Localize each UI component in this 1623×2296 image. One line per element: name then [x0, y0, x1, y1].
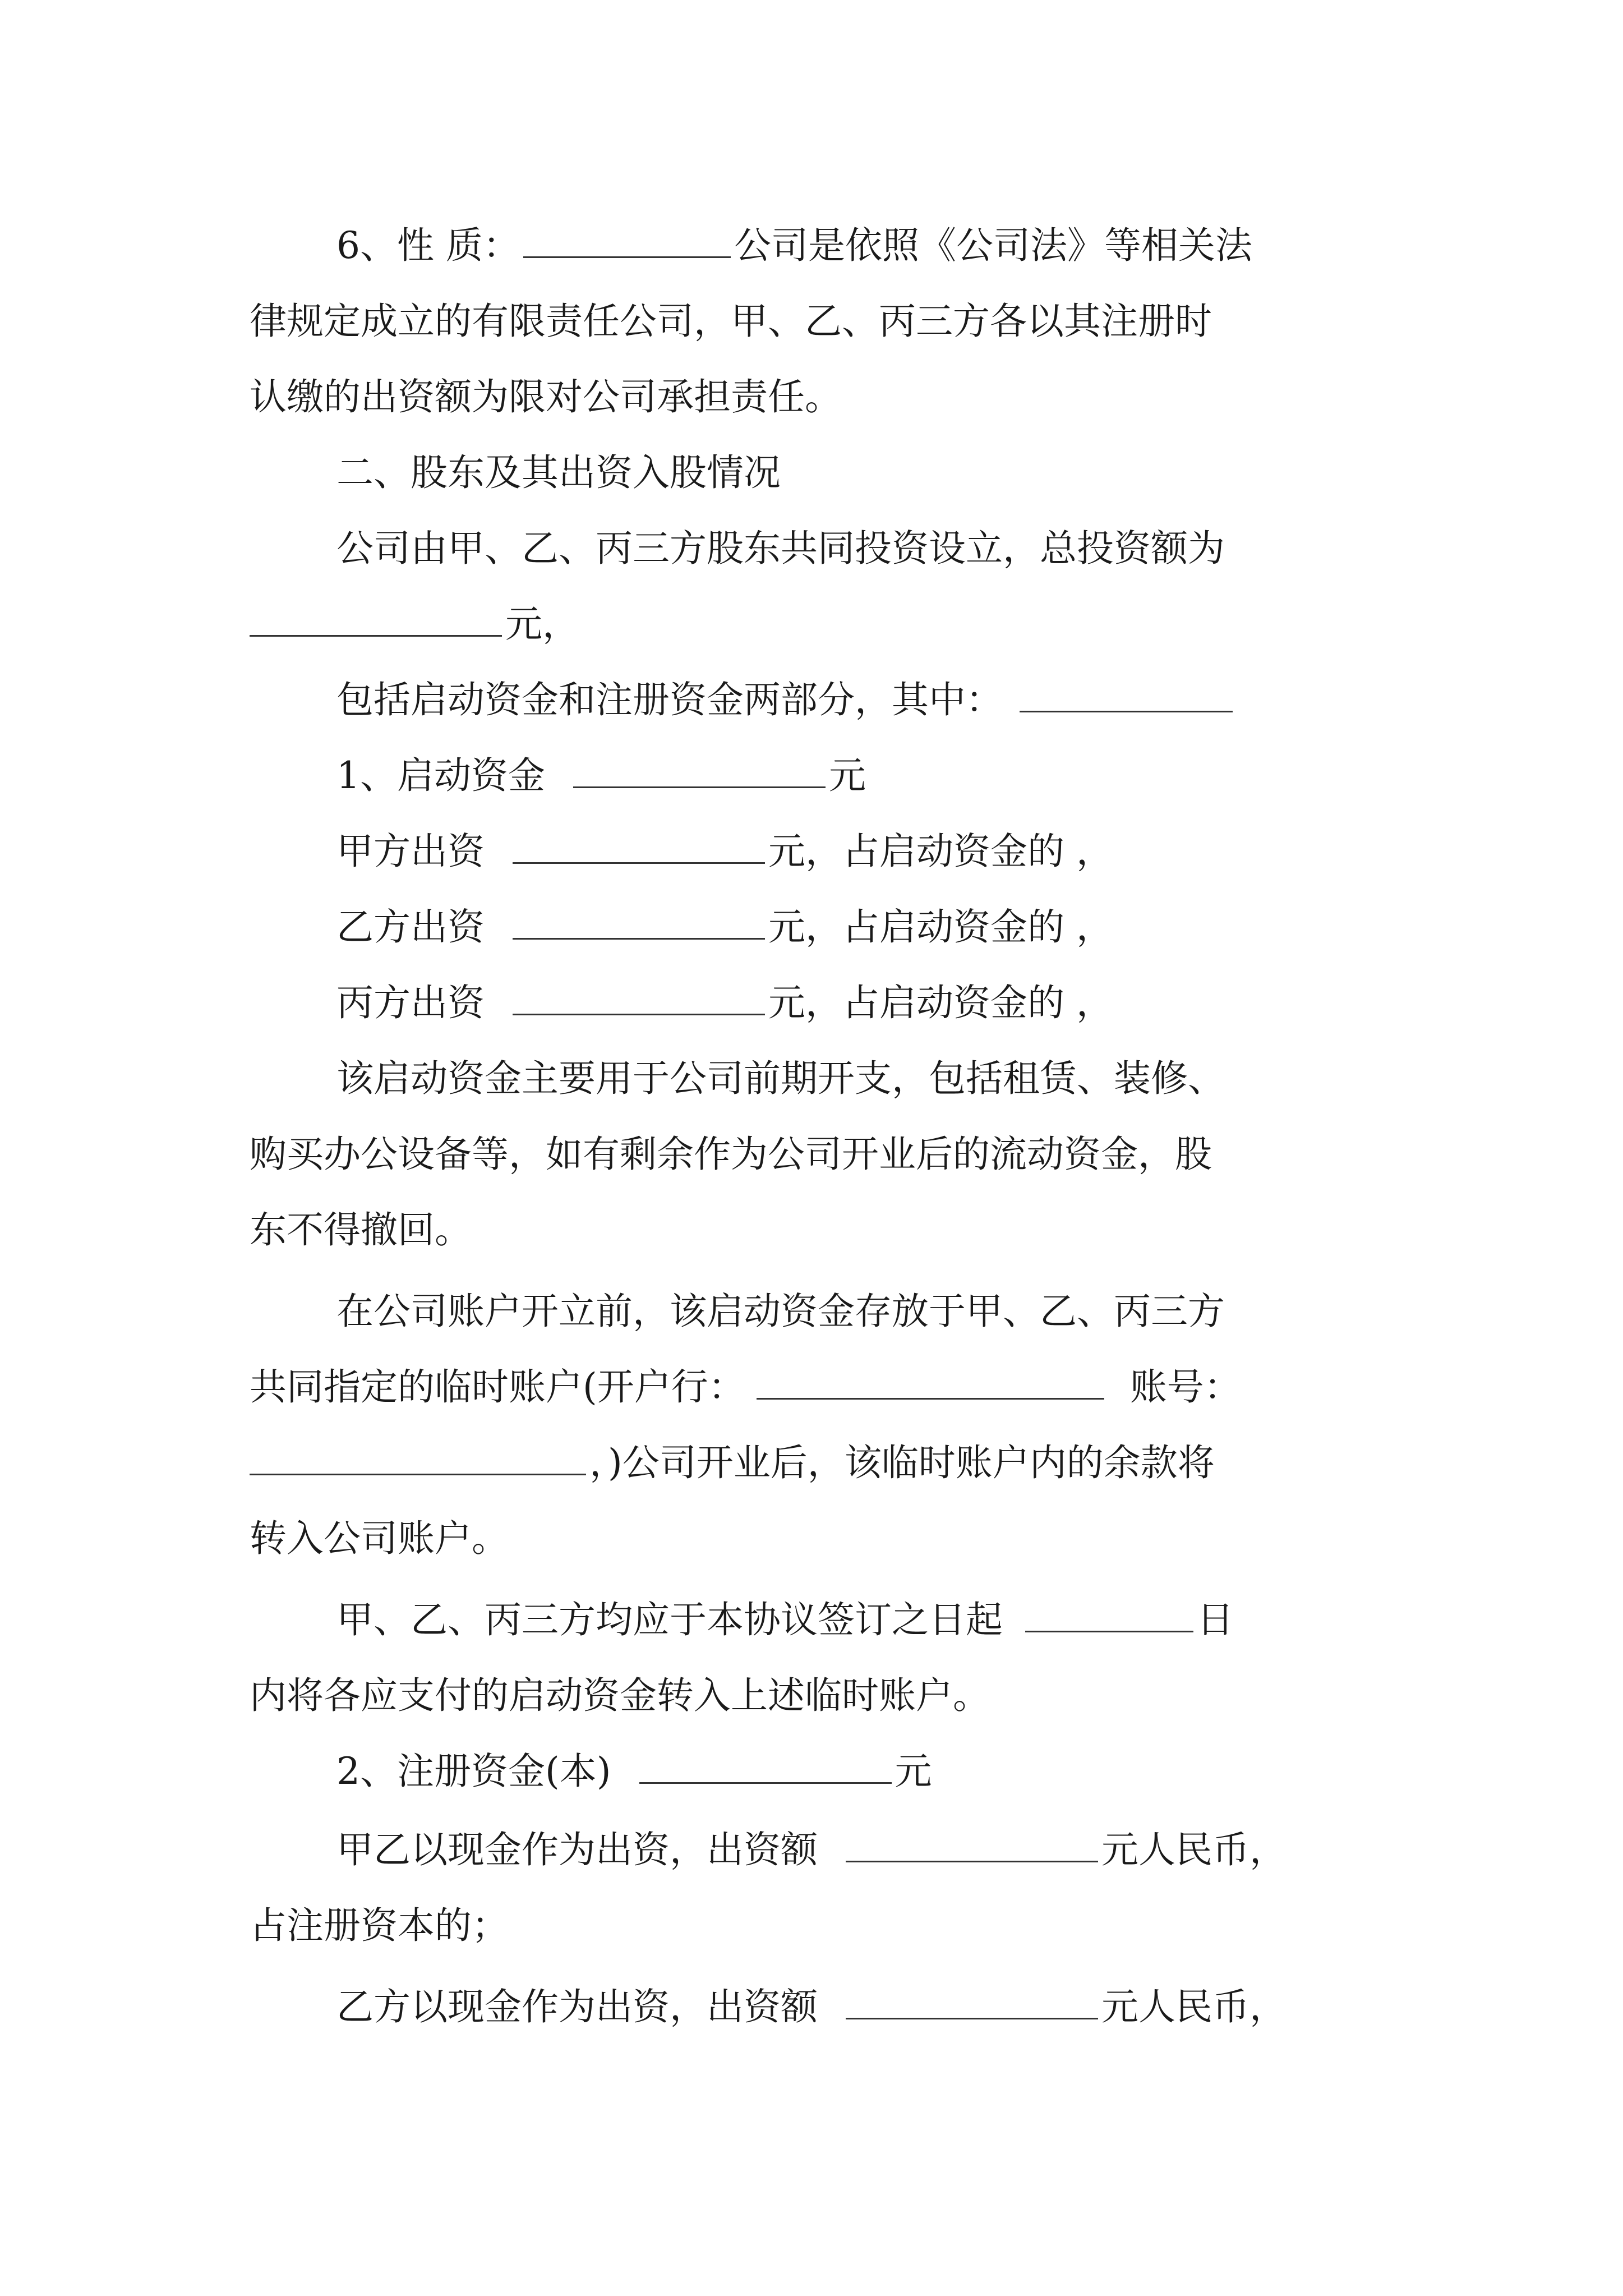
- paragraph-line: [336, 1593, 1234, 1647]
- paragraph-line: [250, 1669, 990, 1723]
- text-segment: 内将各应支付的启动资金转入上述临时账户。: [250, 1674, 990, 1717]
- paragraph-line: [250, 1899, 509, 1953]
- paragraph-line: [336, 749, 866, 803]
- fill-blank[interactable]: [846, 1860, 1098, 1862]
- fill-blank[interactable]: [1025, 1630, 1193, 1632]
- paragraph-line: [336, 1823, 1287, 1877]
- text-segment: 日: [1197, 1598, 1234, 1641]
- text-segment: 乙方出资: [336, 905, 485, 949]
- paragraph-line: [250, 370, 842, 424]
- paragraph-line: [336, 1980, 1287, 2034]
- text-segment: 共同指定的临时账户(开户行：: [250, 1365, 745, 1409]
- text-segment: 2、注册资金(本): [336, 1750, 611, 1793]
- fill-blank[interactable]: [250, 634, 502, 637]
- text-segment: ，)公司开业后，该临时账户内的余款将: [589, 1441, 1215, 1484]
- text-segment: 元，占启动资金的 ，: [768, 830, 1113, 873]
- paragraph-line: [250, 1203, 472, 1257]
- paragraph-line: [336, 1745, 932, 1798]
- text-segment: 在公司账户开立前，该启动资金存放于甲、乙、丙三方: [336, 1290, 1225, 1333]
- section-heading: [336, 446, 781, 500]
- bank-name-blank[interactable]: [757, 1397, 1104, 1400]
- account-number-blank[interactable]: [250, 1473, 586, 1475]
- text-segment: 元: [829, 754, 866, 797]
- text-segment: 东不得撤回。: [250, 1208, 472, 1251]
- text-segment: 转入公司账户。: [250, 1517, 509, 1560]
- text-segment: 元，: [505, 602, 579, 646]
- fill-blank[interactable]: [639, 1782, 892, 1784]
- fill-blank[interactable]: [523, 256, 731, 258]
- paragraph-line: [336, 522, 1225, 576]
- paragraph-line: [336, 219, 1252, 273]
- text-segment: 乙方以现金作为出资，出资额: [336, 1985, 818, 2028]
- text-segment: 该启动资金主要用于公司前期开支，包括租赁、装修、: [336, 1057, 1225, 1100]
- fill-blank[interactable]: [513, 937, 765, 940]
- heading-text: 二、股东及其出资入股情况: [336, 451, 781, 494]
- text-segment: 元人民币，: [1101, 1985, 1287, 2028]
- text-segment: 元: [895, 1750, 932, 1793]
- paragraph-line: [250, 1360, 1241, 1414]
- text-segment: 包括启动资金和注册资金两部分，其中：: [336, 678, 1003, 721]
- text-segment: 占注册资本的；: [250, 1904, 509, 1947]
- paragraph-line: [336, 976, 1113, 1030]
- paragraph-line: [250, 1436, 1215, 1490]
- paragraph-line: [250, 1128, 1212, 1181]
- text-segment: 购买办公设备等，如有剩余作为公司开业后的流动资金，股: [250, 1133, 1212, 1176]
- text-segment: 甲、乙、丙三方均应于本协议签订之日起: [336, 1598, 1003, 1641]
- text-segment: 账号：: [1129, 1365, 1241, 1409]
- text-segment: 甲方出资: [336, 830, 485, 873]
- text-segment: 认缴的出资额为限对公司承担责任。: [250, 375, 842, 418]
- paragraph-line: [336, 825, 1113, 878]
- fill-blank[interactable]: [1020, 710, 1233, 712]
- text-segment: 1、启动资金: [336, 754, 545, 797]
- text-segment: 公司由甲、乙、丙三方股东共同投资设立，总投资额为: [336, 527, 1225, 570]
- text-segment: 公司是依照《公司法》等相关法: [734, 224, 1252, 267]
- paragraph-line: [336, 900, 1113, 954]
- fill-blank[interactable]: [513, 862, 765, 864]
- fill-blank[interactable]: [513, 1013, 765, 1015]
- text-segment: 律规定成立的有限责任公司，甲、乙、丙三方各以其注册时: [250, 300, 1212, 343]
- fill-blank[interactable]: [573, 786, 826, 788]
- text-segment: 元，占启动资金的 ，: [768, 981, 1113, 1024]
- clause-label: 6、性 质：: [336, 224, 520, 267]
- paragraph-line: [250, 295, 1212, 348]
- text-segment: 元，占启动资金的 ，: [768, 905, 1113, 949]
- text-segment: 甲乙以现金作为出资，出资额: [336, 1828, 818, 1871]
- text-segment: 元人民币，: [1101, 1828, 1287, 1871]
- fill-blank[interactable]: [846, 2017, 1098, 2019]
- paragraph-line: [250, 1512, 509, 1566]
- paragraph-line: [250, 597, 579, 651]
- paragraph-line: [336, 1052, 1225, 1106]
- paragraph-line: [336, 1285, 1225, 1338]
- text-segment: 丙方出资: [336, 981, 485, 1024]
- paragraph-line: [336, 673, 1236, 727]
